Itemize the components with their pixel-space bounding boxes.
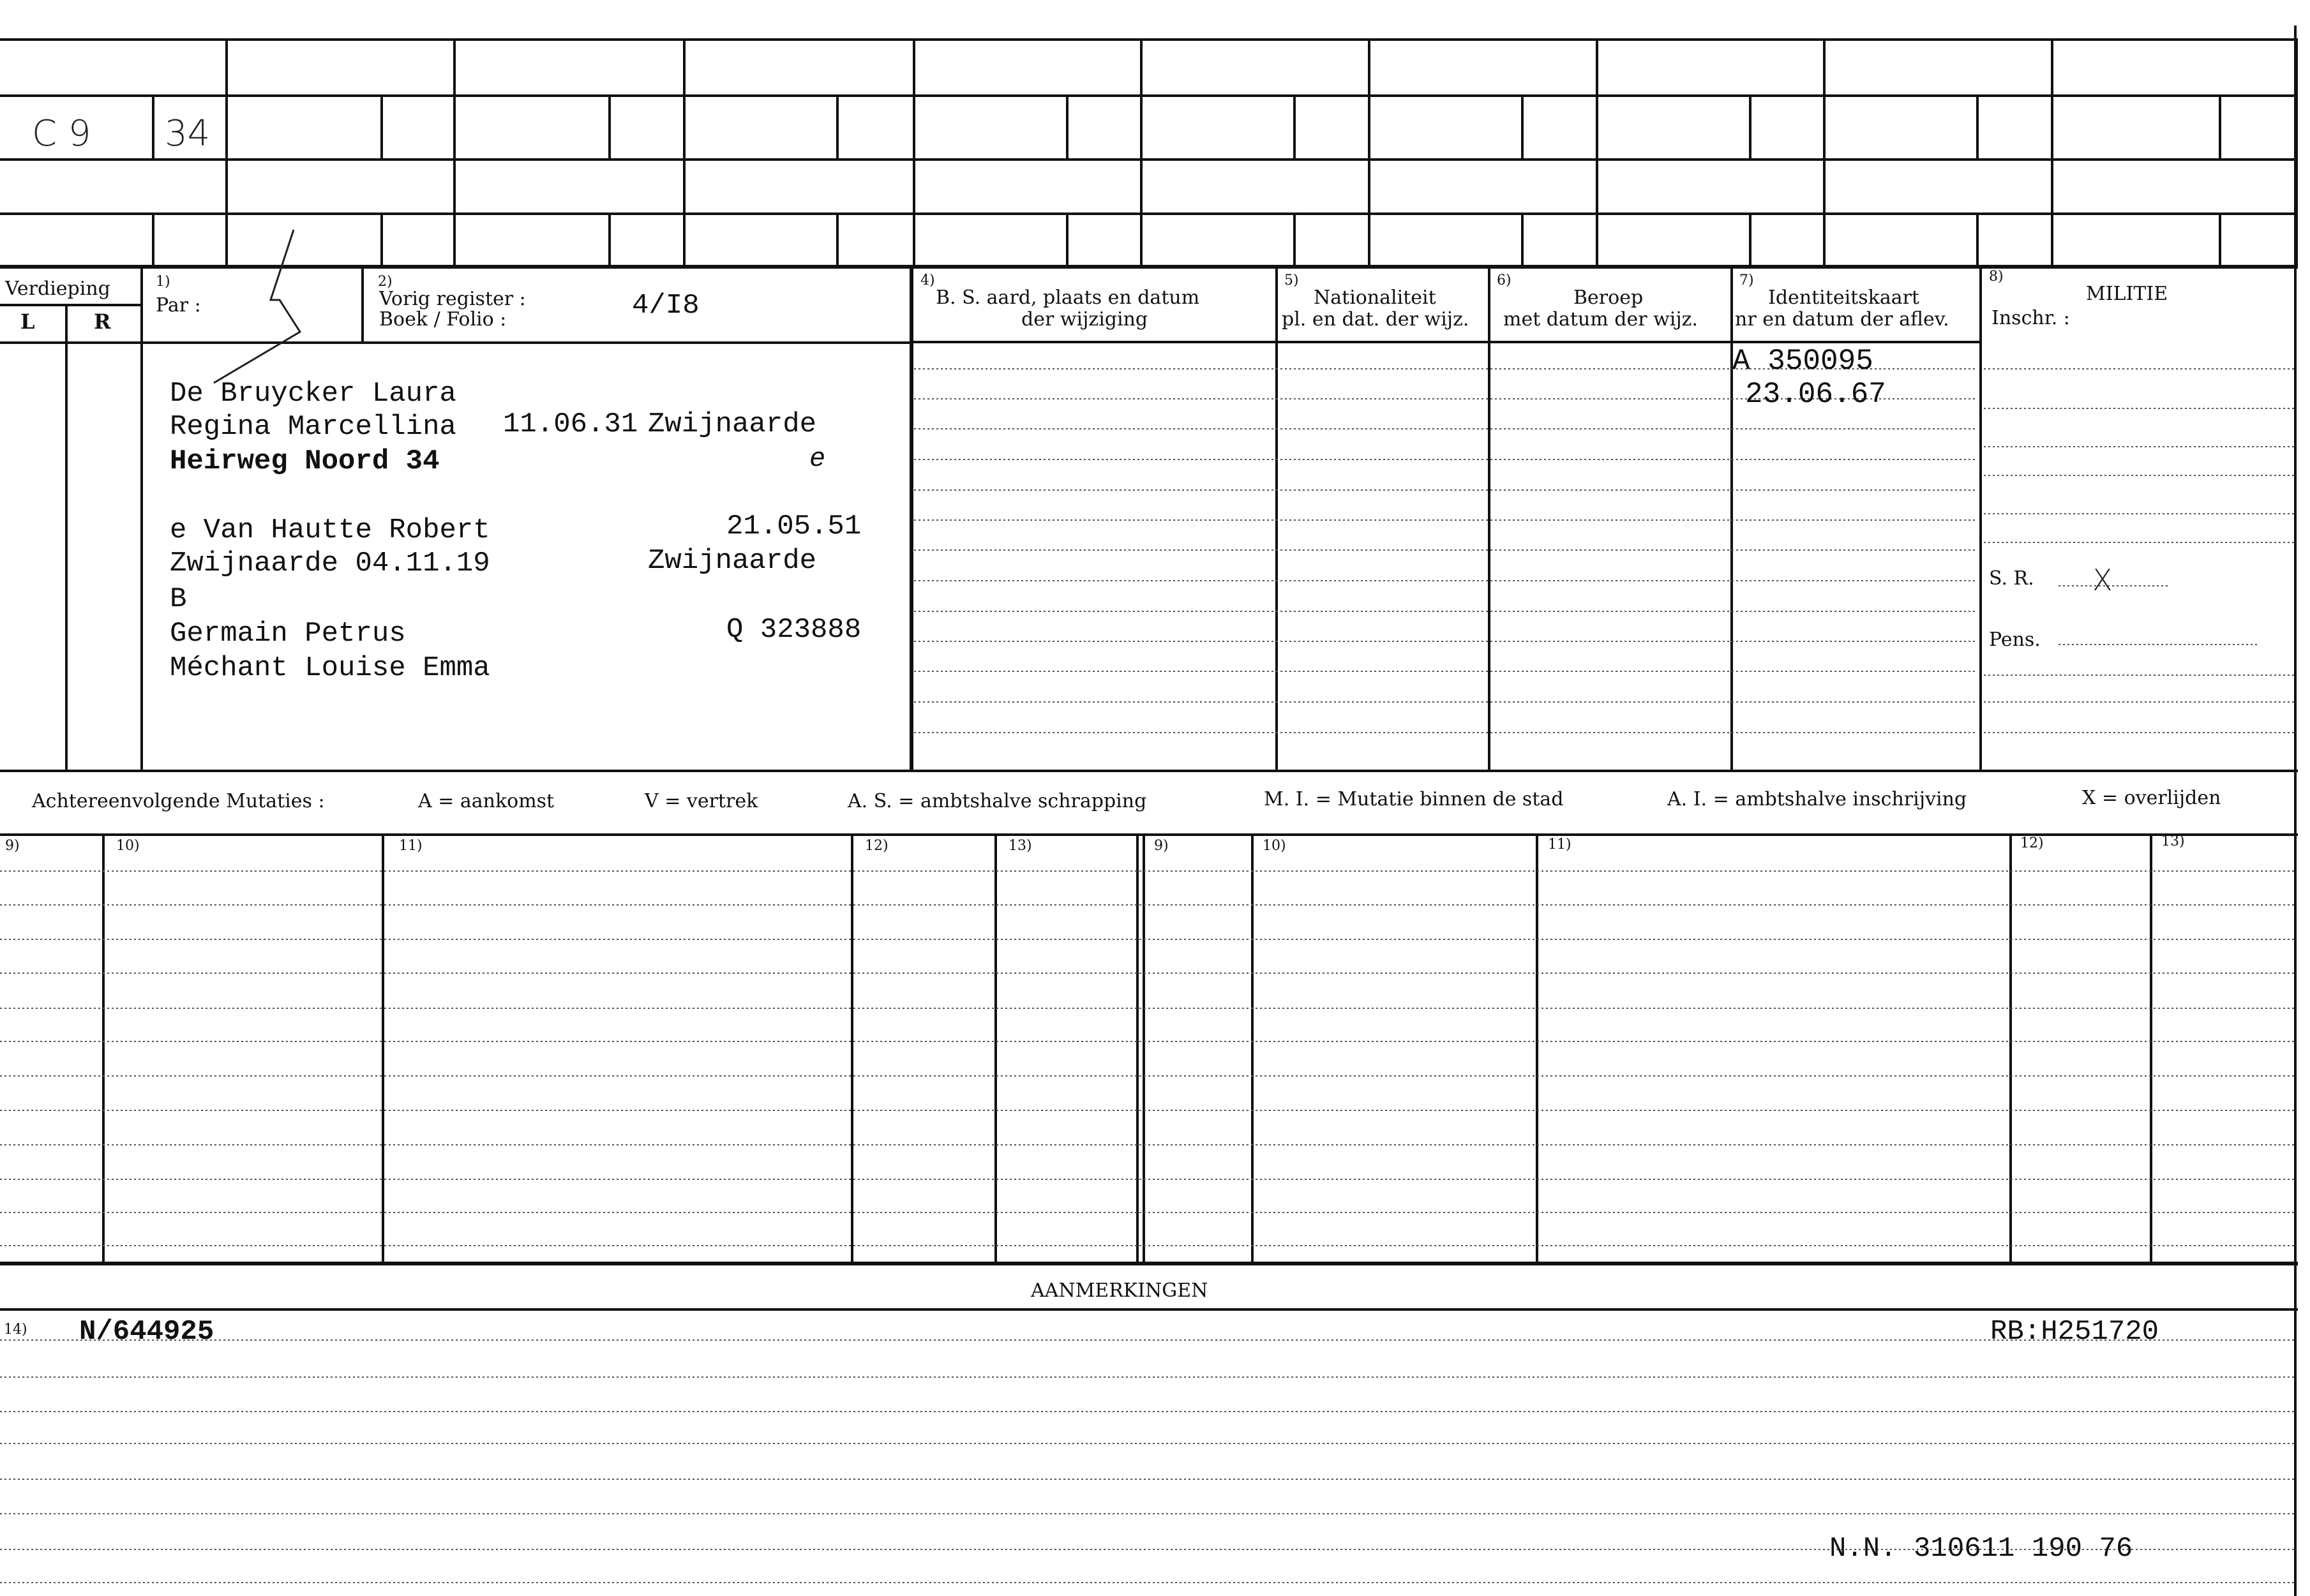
top-code: C 9 — [32, 113, 91, 154]
person-block — [170, 378, 861, 684]
legend-item: X = overlijden — [2082, 787, 2221, 809]
person-line-extra: Q 323888 — [726, 614, 862, 646]
legend-item: A. I. = ambtshalve inschrijving — [1667, 788, 1967, 810]
person-line-place: Zwijnaarde — [648, 408, 817, 440]
remarks-num: 14) — [4, 1322, 27, 1338]
nn-number: N.N. 310611 190 76 — [1829, 1533, 2133, 1565]
mutations-legend — [31, 787, 2221, 812]
legend-item: M. I. = Mutatie binnen de stad — [1264, 788, 1564, 810]
par-num: 1) — [156, 274, 170, 290]
bs-label-2: der wijziging — [1021, 308, 1148, 331]
mutation-col-header: 9) — [1154, 838, 1169, 854]
floor-r-label: R — [94, 310, 111, 334]
person-line: Regina Marcellina — [170, 411, 456, 443]
person-line: Germain Petrus — [170, 618, 406, 650]
person-line: Heirweg Noord 34 — [170, 445, 440, 477]
inschrijving-label: Inschr. : — [1991, 307, 2070, 329]
identity-number: A 350095 — [1732, 345, 1873, 378]
beroep-label: Beroep — [1573, 287, 1644, 309]
person-line: Méchant Louise Emma — [170, 652, 490, 684]
person-line-date: 11.06.31 — [503, 408, 638, 440]
mutations-grid — [5, 833, 2185, 1262]
legend-item: V = vertrek — [645, 790, 758, 812]
body-rules — [914, 369, 2297, 733]
nationaliteit-label: Nationaliteit — [1314, 287, 1436, 309]
militie-label: MILITIE — [2086, 283, 2168, 305]
mutation-col-header: 12) — [2020, 835, 2044, 851]
militie-num: 8) — [1989, 269, 2004, 285]
mutation-col-header: 11) — [399, 838, 423, 854]
top-grid — [0, 40, 2298, 267]
person-line-extra: e — [809, 444, 826, 474]
top-number: 34 — [165, 113, 211, 154]
sr-mark: X — [2092, 563, 2113, 597]
legend-item: A = aankomst — [418, 790, 555, 812]
mutation-col-header: 10) — [116, 838, 140, 854]
beroep-num: 6) — [1497, 272, 1511, 288]
mutation-col-header: 10) — [1263, 838, 1286, 854]
person-line: Zwijnaarde 04.11.19 — [170, 548, 490, 579]
verdieping-label: Verdieping — [5, 278, 110, 300]
vorig-register-label: Vorig register : — [379, 288, 526, 310]
mutation-col-header: 13) — [1009, 838, 1032, 854]
identity-date: 23.06.67 — [1745, 378, 1886, 411]
person-line: e Van Hautte Robert — [170, 514, 490, 546]
nat-num: 5) — [1284, 272, 1299, 288]
sr-label: S. R. — [1989, 567, 2034, 590]
legend-title: Achtereenvolgende Mutaties : — [32, 790, 325, 812]
person-line: De Bruycker Laura — [170, 378, 456, 410]
remarks-code: N/644925 — [79, 1316, 214, 1348]
person-line-extra: 21.05.51 — [726, 511, 862, 542]
beroep-label-2: met datum der wijz. — [1503, 308, 1698, 331]
bs-label: B. S. aard, plaats en datum — [936, 287, 1200, 309]
vorig-num: 2) — [378, 274, 393, 290]
floor-l-label: L — [20, 310, 35, 334]
mutation-col-header: 11) — [1548, 837, 1571, 853]
person-line-extra: Zwijnaarde — [648, 545, 817, 577]
mutation-col-header: 9) — [5, 838, 20, 854]
legend-item: A. S. = ambtshalve schrapping — [848, 790, 1147, 812]
identiteitskaart-label-2: nr en datum der aflev. — [1735, 308, 1949, 331]
person-line: B — [170, 583, 187, 615]
vorig-register-value: 4/I8 — [632, 290, 700, 322]
mutation-col-header: 12) — [865, 838, 889, 854]
mutations-rules — [0, 871, 2297, 1246]
bs-num: 4) — [920, 272, 935, 288]
nationaliteit-label-2: pl. en dat. der wijz. — [1282, 308, 1469, 331]
par-label: Par : — [156, 294, 201, 317]
pens-label: Pens. — [1989, 629, 2041, 651]
rb-number: RB:H251720 — [1990, 1316, 2159, 1348]
aanmerkingen-title: AANMERKINGEN — [1031, 1279, 1208, 1302]
identiteitskaart-label: Identiteitskaart — [1768, 287, 1919, 309]
boek-folio-label: Boek / Folio : — [379, 308, 507, 331]
mutation-col-header: 13) — [2161, 833, 2185, 849]
id-num: 7) — [1739, 272, 1754, 288]
